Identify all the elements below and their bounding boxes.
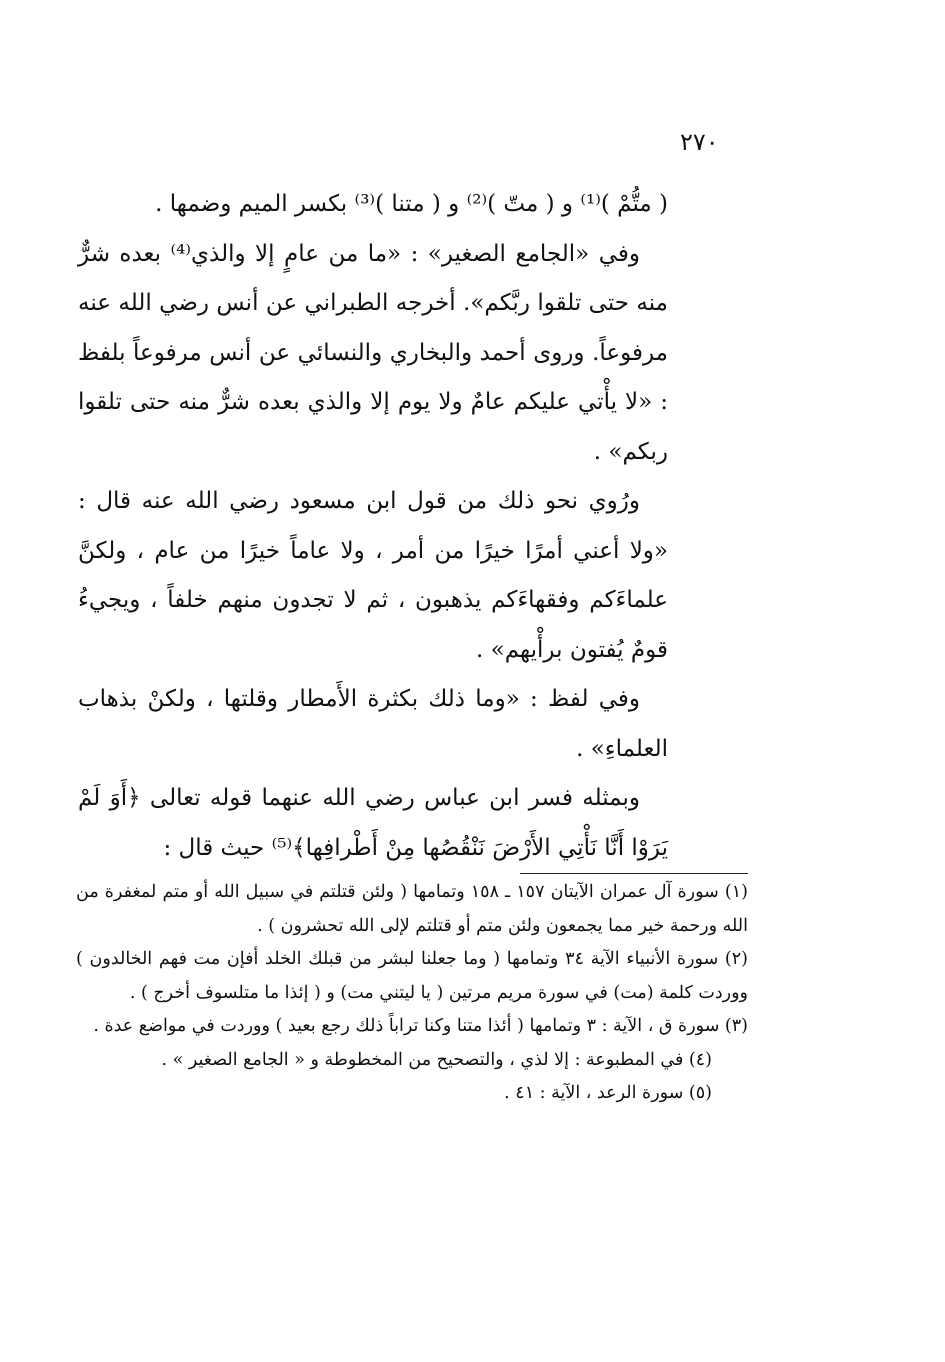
main-text: [78, 180, 668, 873]
page-number: ٢٧٠: [680, 128, 719, 156]
paragraph-1: ( متُّمْ )⁽¹⁾ و ( متّ )⁽²⁾ و ( متنا )⁽³⁾ بكسر الميم وضمها .: [155, 191, 668, 217]
paragraph-5: وبمثله فسر ابن عباس رضي الله عنهما قوله تعالى ﴿أَوَ لَمْ يَرَوْا أَنَّا نَأْتِي الأَرْضَ نَنْقُصُها مِنْ أَطْرافِها﴾⁽⁵⁾ حيث قال :: [78, 785, 668, 861]
paragraph-2: وفي «الجامع الصغير» : «ما من عامٍ إلا والذي⁽⁴⁾ بعده شرٌّ منه حتى تلقوا ربَّكم». أخرجه الطبراني عن أنس رضي الله عنه مرفوعاً. وروى أحمد والبخاري والنسائي عن أنس مرفوعاً بلفظ : «لا يأْتي عليكم عامٌ ولا يوم إلا والذي بعده شرٌّ منه حتى تلقوا ربكم» .: [78, 240, 668, 465]
paragraph-3: ورُوي نحو ذلك من قول ابن مسعود رضي الله عنه قال : «ولا أعني أمرًا خيرًا من أمر ، ولا عاماً خيرًا من عام ، ولكنَّ علماءَكم وفقهاءَكم يذهبون ، ثم لا تجدون منهم خلفاً ، ويجيءُ قومٌ يُفتون برأْيهم» .: [78, 488, 668, 663]
footnote-4: (٤) في المطبوعة : إلا لذي ، والتصحيح من المخطوطة و « الجامع الصغير » .: [161, 1049, 712, 1070]
footnote-divider: [520, 873, 748, 874]
footnote-2: (٢) سورة الأنبياء الآية ٣٤ وتمامها ( وما جعلنا لبشر من قبلك الخلد أفإن مت فهم الخالدون ) ووردت كلمة (مت) في سورة مريم مرتين ( يا ليتني مت) و ( إئذا ما متلسوف أخرج ) .: [76, 949, 748, 1003]
paragraph-4: وفي لفظ : «وما ذلك بكثرة الأَمطار وقلتها ، ولكنْ بذهاب العلماءِ» .: [78, 686, 668, 762]
footnote-5: (٥) سورة الرعد ، الآية : ٤١ .: [504, 1083, 712, 1103]
footnote-3: (٣) سورة ق ، الآية : ٣ وتمامها ( أئذا متنا وكنا تراباً ذلك رجع بعيد ) ووردت في مواضع عدة .: [93, 1016, 748, 1036]
footnote-1: (١) سورة آل عمران الآيتان ١٥٧ ـ ١٥٨ وتمامها ( ولئن قتلتم في سبيل الله أو متم لمغفرة من الله ورحمة خير مما يجمعون ولئن متم أو قتلتم لإلى الله تحشرون ) .: [76, 882, 748, 936]
footnotes: [76, 876, 748, 1111]
